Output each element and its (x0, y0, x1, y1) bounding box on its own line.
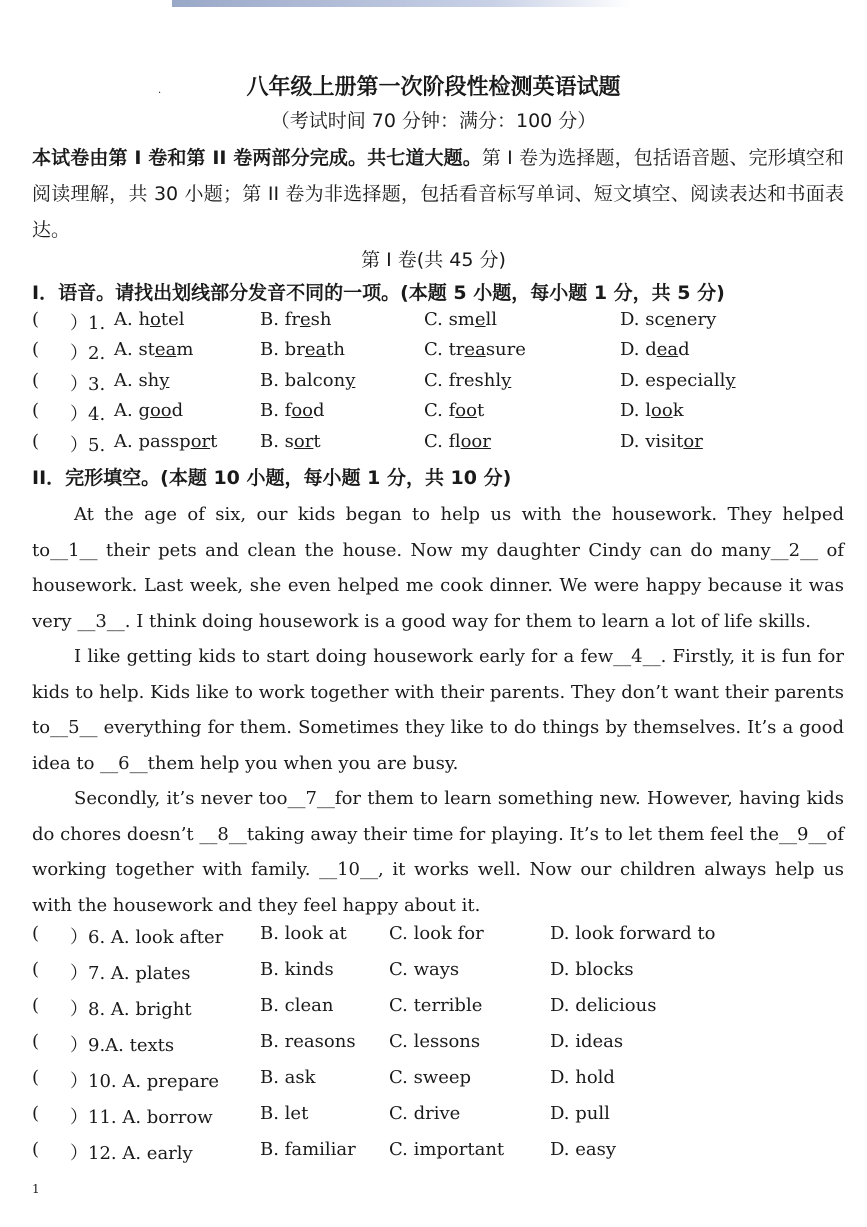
question-row-8 (32, 995, 852, 1025)
underlined-sound: y (159, 370, 170, 391)
option-a (114, 400, 183, 421)
underlined-sound: y (345, 370, 356, 391)
option-d (620, 400, 684, 421)
option-d: D. blocks (550, 959, 634, 980)
underlined-sound: oo (149, 400, 172, 421)
answer-paren[interactable]: ( (32, 923, 40, 944)
option-a: ）8. A. bright (70, 999, 192, 1020)
scan-edge-artifact (172, 0, 632, 7)
phonetics-question-row (32, 431, 852, 459)
exam-subtitle: （考试时间 70 分钟：满分：100 分） (270, 110, 597, 132)
underlined-sound: or (683, 431, 703, 452)
option-d: D. ideas (550, 1031, 624, 1052)
page-number: 1 (32, 1182, 40, 1196)
word-part: A. sh (114, 370, 160, 391)
option-a: ）7. A. plates (70, 963, 191, 984)
passage-paragraph: At the age of six, our kids began to help us with the housework. They helped to__1__ their pets and clean the house. Now my daughter Cindy can do many__2__ of housework. Last week, she even helped me cook dinner. We were happy because it was very __3__. I think doing housework is a good way for them to learn a lot of life skills. (32, 504, 844, 632)
word-part: nery (675, 309, 717, 330)
word-part: C. fl (424, 431, 461, 452)
scan-speck: · (158, 88, 162, 99)
option-a (114, 309, 185, 330)
option-d: D. look forward to (550, 923, 716, 944)
passage-paragraph: Secondly, it’s never too__7__for them to learn something new. However, having kids do chores doesn’t __8__taking away their time for playing. It’s to let them feel the__9__of working together with family. __10__, it works well. Now our children always help us with the housework and they feel happy about it. (32, 788, 844, 916)
question-row-10 (32, 1067, 852, 1097)
passage-paragraph: I like getting kids to start doing housework early for a few__4__. Firstly, it is fun for kids to help. Kids like to work together with their parents. They don’t want their parents to__5__ everything for them. Sometimes they like to do things by themselves. It’s a good idea to __6__them help you when you are busy. (32, 646, 844, 774)
answer-paren[interactable]: ( (32, 400, 40, 421)
option-b: B. clean (260, 995, 334, 1016)
option-d: D. hold (550, 1067, 615, 1088)
option-b (260, 339, 345, 360)
option-c (424, 339, 526, 360)
word-part: d (171, 400, 184, 421)
answer-paren[interactable]: ( (32, 1103, 40, 1124)
option-a: ）9.A. texts (70, 1035, 175, 1056)
option-b: B. let (260, 1103, 309, 1124)
underlined-sound: o (150, 309, 161, 330)
option-b: B. ask (260, 1067, 316, 1088)
question-row-9 (32, 1031, 852, 1061)
question-number: ）4. (70, 404, 106, 425)
underlined-sound: e (664, 309, 676, 330)
option-b: B. kinds (260, 959, 334, 980)
word-part: A. h (114, 309, 151, 330)
word-part: d (313, 400, 325, 421)
option-d (620, 431, 703, 452)
option-c (424, 431, 491, 452)
option-d (620, 309, 716, 330)
underlined-sound: y (501, 370, 512, 391)
option-b: B. look at (260, 923, 347, 944)
underlined-sound: oo (455, 400, 477, 421)
word-part: t (313, 431, 321, 452)
word-part: B. s (260, 431, 294, 452)
option-c: C. terrible (389, 995, 483, 1016)
phonetics-question-row (32, 339, 852, 367)
word-part: C. freshl (424, 370, 502, 391)
part-one-heading: 第 I 卷(共 45 分) (361, 249, 506, 271)
instructions-body: 第 I 卷为选择题，包括语音题、完形填空和阅读理解，共 30 小题；第 II 卷为非选择题，包括看音标写单词、短文填空、阅读表达和书面表达。 (32, 147, 844, 241)
phonetics-section-heading: I．语音。请找出划线部分发音不同的一项。(本题 5 小题，每小题 1 分，共 5 分) (32, 282, 725, 304)
word-part: B. balcon (260, 370, 346, 391)
underlined-sound: y (725, 370, 736, 391)
word-part: t (210, 431, 218, 452)
exam-instructions (32, 140, 844, 248)
underlined-sound: ea (304, 339, 327, 360)
question-row-11 (32, 1103, 852, 1133)
option-d: D. delicious (550, 995, 657, 1016)
option-a: ）6. A. look after (70, 927, 224, 948)
phonetics-question-row (32, 309, 852, 337)
word-part: d (678, 339, 690, 360)
word-part: ll (485, 309, 498, 330)
option-a: ）10. A. prepare (70, 1071, 220, 1092)
word-part: C. f (424, 400, 456, 421)
answer-paren[interactable]: ( (32, 1067, 40, 1088)
word-part: D. visit (620, 431, 684, 452)
option-a (114, 339, 193, 360)
option-c: C. drive (389, 1103, 461, 1124)
word-part: D. especiall (620, 370, 726, 391)
answer-paren[interactable]: ( (32, 339, 40, 360)
underlined-sound: e (474, 309, 486, 330)
word-part: k (672, 400, 684, 421)
exam-title: 八年级上册第一次阶段性检测英语试题 (246, 75, 621, 100)
question-row-6 (32, 923, 852, 953)
instructions-lead: 本试卷由第 I 卷和第 II 卷两部分完成。共七道大题。 (32, 147, 482, 169)
option-d (620, 370, 736, 391)
option-b (260, 309, 331, 330)
option-a (114, 431, 217, 452)
option-c (424, 370, 511, 391)
underlined-sound: e (299, 309, 311, 330)
underlined-sound: ea (656, 339, 679, 360)
answer-paren[interactable]: ( (32, 1139, 40, 1160)
option-c (424, 309, 497, 330)
question-number: ）3. (70, 374, 106, 395)
option-c: C. important (389, 1139, 505, 1160)
option-a: ）11. A. borrow (70, 1107, 213, 1128)
answer-paren[interactable]: ( (32, 309, 40, 330)
word-part: A. g (114, 400, 150, 421)
cloze-passage (32, 497, 844, 923)
word-part: D. sc (620, 309, 665, 330)
underlined-sound: or (190, 431, 211, 452)
word-part: B. fr (260, 309, 300, 330)
underlined-sound: ea (154, 339, 177, 360)
underlined-sound: oor (460, 431, 491, 452)
word-part: t (476, 400, 485, 421)
word-part: m (176, 339, 194, 360)
cloze-section-heading: II．完形填空。(本题 10 小题，每小题 1 分，共 10 分) (32, 467, 512, 489)
word-part: tel (160, 309, 185, 330)
question-row-12 (32, 1139, 852, 1169)
word-part: C. tr (424, 339, 465, 360)
word-part: sure (485, 339, 526, 360)
question-number: ）2. (70, 343, 106, 364)
option-a (114, 370, 169, 391)
answer-paren[interactable]: ( (32, 431, 40, 452)
option-b (260, 370, 355, 391)
option-c: C. ways (389, 959, 460, 980)
option-c: C. lessons (389, 1031, 481, 1052)
word-part: sh (310, 309, 332, 330)
question-number: ）5. (70, 435, 106, 456)
answer-paren[interactable]: ( (32, 370, 40, 391)
option-c: C. look for (389, 923, 484, 944)
word-part: A. passp (114, 431, 191, 452)
underlined-sound: oo (291, 400, 314, 421)
question-row-7 (32, 959, 852, 989)
option-b (260, 431, 321, 452)
word-part: th (326, 339, 346, 360)
answer-paren[interactable]: ( (32, 1031, 40, 1052)
option-d: D. pull (550, 1103, 610, 1124)
option-d: D. easy (550, 1139, 617, 1160)
word-part: C. sm (424, 309, 475, 330)
phonetics-question-row (32, 400, 852, 428)
answer-paren[interactable]: ( (32, 995, 40, 1016)
underlined-sound: oo (651, 400, 673, 421)
option-a: ）12. A. early (70, 1143, 193, 1164)
word-part: B. f (260, 400, 292, 421)
answer-paren[interactable]: ( (32, 959, 40, 980)
phonetics-question-row (32, 370, 852, 398)
option-c: C. sweep (389, 1067, 472, 1088)
question-number: ）1. (70, 313, 106, 334)
word-part: A. st (114, 339, 155, 360)
word-part: D. d (620, 339, 657, 360)
underlined-sound: ea (464, 339, 486, 360)
underlined-sound: or (293, 431, 314, 452)
option-d (620, 339, 690, 360)
word-part: D. l (620, 400, 651, 421)
option-b (260, 400, 325, 421)
word-part: B. br (260, 339, 305, 360)
option-c (424, 400, 484, 421)
option-b: B. reasons (260, 1031, 356, 1052)
option-b: B. familiar (260, 1139, 356, 1160)
